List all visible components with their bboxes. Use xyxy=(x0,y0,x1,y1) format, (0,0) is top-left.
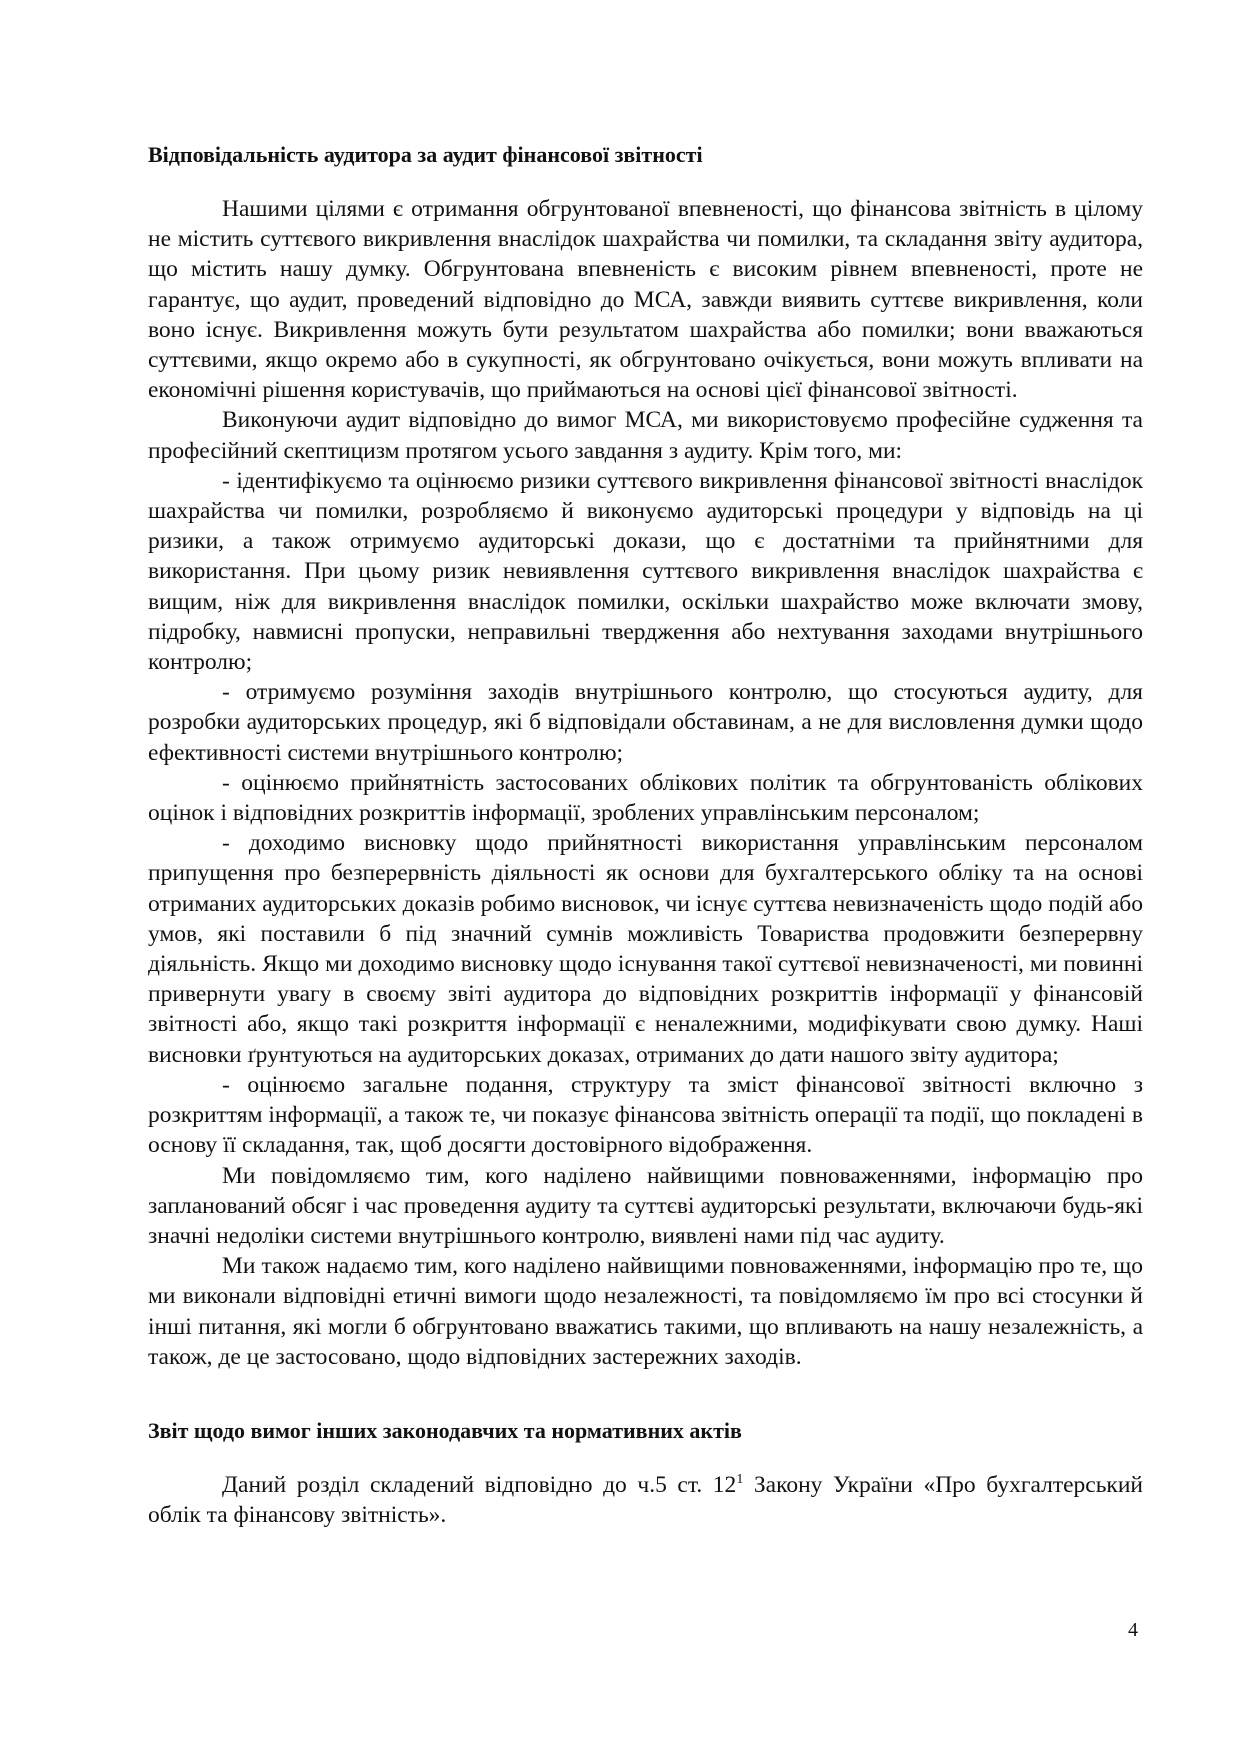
list-item-identify-risks: - ідентифікуємо та оцінюємо ризики суттєвого викривлення фінансової звітності внаслідок шахрайства чи помилки, розробляємо й виконуємо аудиторські процедури у відповідь на ці ризики, а також отримуємо аудиторські докази, що є достатніми та прийнятними для використання. При цьому ризик невиявлення суттєвого викривлення внаслідок шахрайства є вищим, ніж для викривлення внаслідок помилки, оскільки шахрайство може включати змову, підробку, навмисні пропуски, неправильні твердження або нехтування заходами внутрішнього контролю; xyxy=(148,467,1143,676)
paragraph-isa-judgement: Виконуючи аудит відповідно до вимог МСА, ми використовуємо професійне судження та професійний скептицизм протягом усього завдання з аудиту. Крім того, ми: xyxy=(148,407,1143,464)
paragraph-law-reference xyxy=(148,1470,1143,1530)
superscript-article-number: 1 xyxy=(736,1472,744,1488)
list-item-overall-presentation: - оцінюємо загальне подання, структуру та зміст фінансової звітності включно з розкриттям інформації, а також те, чи показує фінансова звітність операції та події, що покладені в основу її складання, так, щоб досягти достовірного відображення. xyxy=(148,1071,1143,1159)
section-heading-other-requirements: Звіт щодо вимог інших законодавчих та нормативних актів xyxy=(148,1417,742,1443)
section-heading-auditor-responsibility: Відповідальність аудитора за аудит фінансової звітності xyxy=(148,142,703,167)
law-reference-text: Даний розділ складений відповідно до ч.5 ст. 12 xyxy=(222,1471,737,1498)
paragraph-objectives: Нашими цілями є отримання обгрунтованої впевненості, що фінансова звітність в цілому не містить суттєвого викривлення внаслідок шахрайства чи помилки, та складання звіту аудитора, що містить нашу думку. Обгрунтована впевненість є високим рівнем впевненості, проте не гарантує, що аудит, проведений відповідно до МСА, завжди виявить суттєве викривлення, коли воно існує. Викривлення можуть бути результатом шахрайства або помилки; вони вважаються суттєвими, якщо окремо або в сукупності, як обгрунтовано очікується, вони можуть впливати на економічні рішення користувачів, що приймаються на основі цієї фінансової звітності. xyxy=(148,196,1143,404)
page-content xyxy=(148,140,1143,1530)
page-number: 4 xyxy=(1128,1619,1138,1641)
paragraph-communication: Ми повідомляємо тим, кого наділено найвищими повноваженнями, інформацію про запланований обсяг і час проведення аудиту та суттєві аудиторські результати, включаючи будь-які значні недоліки системи внутрішнього контролю, виявлені нами під час аудиту. xyxy=(148,1162,1143,1249)
list-item-going-concern: - доходимо висновку щодо прийнятності використання управлінським персоналом припущення про безперервність діяльності як основи для бухгалтерського обліку та на основі отриманих аудиторських доказів робимо висновок, чи існує суттєва невизначеність щодо подій або умов, які поставили б під значний сумнів можливість Товариства продовжити безперервну діяльність. Якщо ми доходимо висновку щодо існування такої суттєвої невизначеності, ми повинні привернути увагу в своєму звіті аудитора до відповідних розкриттів інформації у фінансовій звітності або, якщо такі розкриття інформації є неналежними, модифікувати свою думку. Наші висновки ґрунтуються на аудиторських доказах, отриманих до дати нашого звіту аудитора; xyxy=(148,830,1143,1068)
list-item-internal-control: - отримуємо розуміння заходів внутрішнього контролю, що стосуються аудиту, для розробки аудиторських процедур, які б відповідали обставинам, а не для висловлення думки щодо ефективності системи внутрішнього контролю; xyxy=(148,679,1143,766)
list-item-accounting-policies: - оцінюємо прийнятність застосованих облікових політик та обгрунтованість облікових оцінок і відповідних розкриттів інформації, зроблених управлінським персоналом; xyxy=(148,769,1143,827)
law-reference-text-end: Закону України «Про бухгалтерський облік та фінансову звітність». xyxy=(148,1471,1143,1529)
paragraph-independence: Ми також надаємо тим, кого наділено найвищими повноваженнями, інформацію про те, що ми виконали відповідні етичні вимоги щодо незалежності, та повідомляємо їм про всі стосунки й інші питання, які могли б обгрунтовано вважатись такими, що впливають на нашу незалежність, а також, де це застосовано, щодо відповідних застережних заходів. xyxy=(148,1253,1143,1370)
